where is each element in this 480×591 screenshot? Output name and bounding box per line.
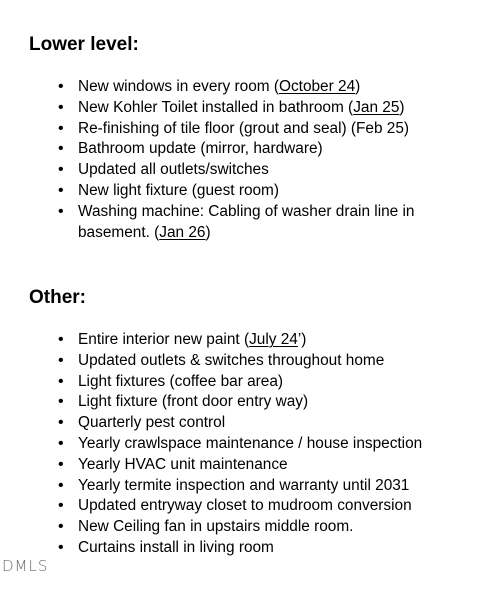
list-item: • Light fixture (front door entry way)	[58, 392, 468, 413]
list-item: • Re-finishing of tile floor (grout and seal) (Feb 25)	[58, 119, 468, 140]
list-item: • Bathroom update (mirror, hardware)	[58, 139, 468, 160]
other-list	[58, 330, 468, 559]
list-item: • New Ceiling fan in upstairs middle room.	[58, 517, 468, 538]
list-item: • Updated outlets & switches throughout home	[58, 351, 468, 372]
list-item: • Curtains install in living room	[58, 538, 468, 559]
list-item: • New windows in every room (October 24)	[58, 77, 468, 98]
list-item: • Yearly crawlspace maintenance / house inspection	[58, 434, 468, 455]
lower-level-heading: Lower level:	[29, 34, 139, 55]
list-item: • Light fixtures (coffee bar area)	[58, 372, 468, 393]
dmls-watermark: DMLS	[2, 557, 49, 575]
list-item: • Entire interior new paint (July 24’)	[58, 330, 468, 351]
list-item: • New light fixture (guest room)	[58, 181, 468, 202]
list-item: • Washing machine: Cabling of washer drain line in basement. (Jan 26)	[58, 202, 468, 244]
list-item: • Yearly termite inspection and warranty until 2031	[58, 476, 468, 497]
list-item: • Quarterly pest control	[58, 413, 468, 434]
list-item: • New Kohler Toilet installed in bathroom (Jan 25)	[58, 98, 468, 119]
lower-level-list	[58, 77, 468, 243]
list-item: • Updated all outlets/switches	[58, 160, 468, 181]
other-heading: Other:	[29, 287, 86, 308]
list-item: • Yearly HVAC unit maintenance	[58, 455, 468, 476]
list-item: • Updated entryway closet to mudroom conversion	[58, 496, 468, 517]
